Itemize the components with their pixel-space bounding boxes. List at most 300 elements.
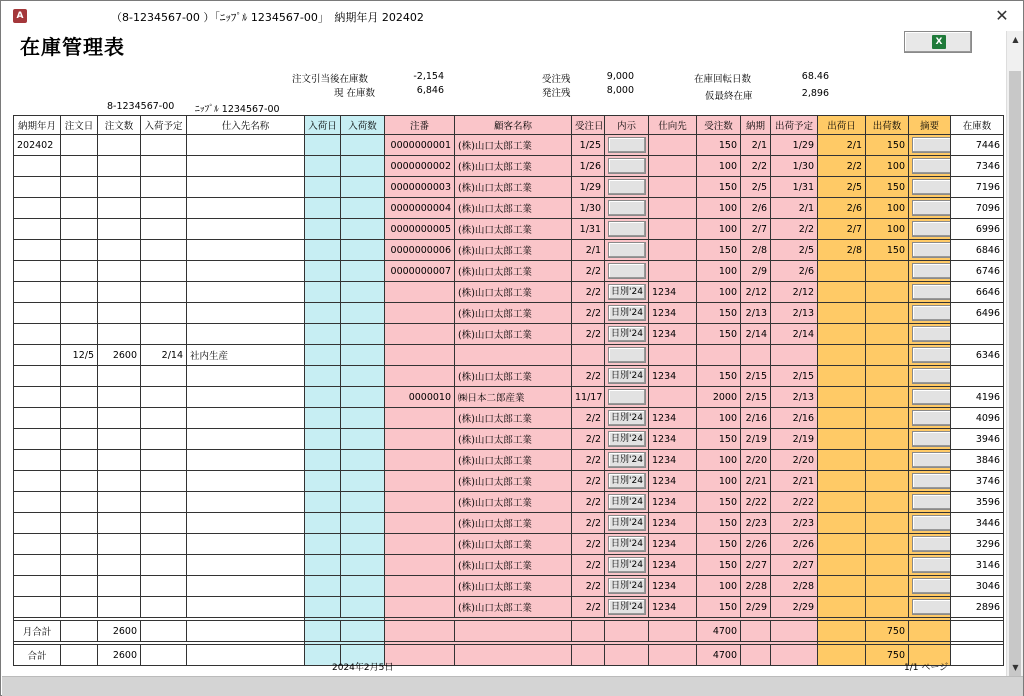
naiji-button[interactable] (608, 242, 646, 258)
table-cell: 150 (697, 597, 741, 618)
table-cell: 2/13 (771, 303, 818, 324)
table-cell (187, 492, 305, 513)
table-cell: 2/6 (741, 198, 771, 219)
remarks-button[interactable] (912, 452, 951, 468)
table-cell (385, 324, 455, 345)
table-cell (141, 597, 187, 618)
table-cell (818, 555, 866, 576)
col-header: 注文日 (61, 116, 98, 135)
table-cell (141, 366, 187, 387)
table-cell (98, 555, 141, 576)
table-cell (187, 282, 305, 303)
table-cell (98, 156, 141, 177)
table-cell: 100 (697, 198, 741, 219)
table-cell: (株)山口太郎工業 (455, 219, 572, 240)
remarks-button[interactable] (912, 389, 951, 405)
table-cell (98, 534, 141, 555)
table-cell (187, 597, 305, 618)
naiji-button[interactable]: 日別'24 (608, 452, 646, 468)
table-cell: 1/31 (572, 219, 605, 240)
table-cell (14, 429, 61, 450)
remarks-button[interactable] (912, 578, 951, 594)
table-cell (141, 282, 187, 303)
table-cell: 1/30 (572, 198, 605, 219)
remarks-button[interactable] (912, 221, 951, 237)
naiji-button[interactable]: 日別'24 (608, 494, 646, 510)
table-cell (866, 282, 909, 303)
table-cell (341, 534, 385, 555)
table-cell: 150 (697, 324, 741, 345)
order-balance-label: 受注残 (542, 74, 571, 85)
table-cell (341, 177, 385, 198)
naiji-cell (605, 135, 649, 156)
table-cell (187, 429, 305, 450)
table-cell (61, 429, 98, 450)
table-cell (341, 450, 385, 471)
table-row (14, 240, 1004, 261)
table-cell: 7446 (951, 135, 1004, 156)
table-cell: 1234 (649, 450, 697, 471)
table-row (14, 177, 1004, 198)
table-cell: 3946 (951, 429, 1004, 450)
naiji-button[interactable]: 日別'24 (608, 599, 646, 615)
table-cell: 100 (697, 219, 741, 240)
page-title: 在庫管理表 (20, 35, 125, 59)
table-cell (305, 156, 341, 177)
table-cell: (株)山口太郎工業 (455, 198, 572, 219)
table-cell: 2/2 (818, 156, 866, 177)
table-cell (866, 576, 909, 597)
naiji-button[interactable]: 日別'24 (608, 578, 646, 594)
excel-export-button[interactable] (904, 31, 972, 53)
naiji-button[interactable]: 日別'24 (608, 368, 646, 384)
table-cell: 100 (866, 219, 909, 240)
scroll-down-icon[interactable]: ▼ (1012, 663, 1019, 672)
table-cell: 1/30 (771, 156, 818, 177)
close-button[interactable]: ✕ (995, 6, 1009, 25)
table-cell: 100 (697, 450, 741, 471)
table-cell (385, 345, 455, 366)
table-cell (866, 492, 909, 513)
table-cell: 2/20 (771, 450, 818, 471)
table-cell: 150 (697, 303, 741, 324)
table-cell (385, 366, 455, 387)
table-cell (98, 597, 141, 618)
naiji-cell (605, 240, 649, 261)
table-cell: 2/26 (771, 534, 818, 555)
table-cell: 100 (697, 261, 741, 282)
table-cell: 100 (866, 198, 909, 219)
naiji-button[interactable] (608, 137, 646, 153)
table-row (14, 303, 1004, 324)
table-cell (141, 471, 187, 492)
table-cell (305, 597, 341, 618)
table-cell: (株)山口太郎工業 (455, 534, 572, 555)
table-cell: 2/27 (741, 555, 771, 576)
remarks-button[interactable] (912, 494, 951, 510)
table-cell (866, 429, 909, 450)
table-cell (866, 408, 909, 429)
remarks-cell (909, 555, 951, 576)
naiji-cell (605, 303, 649, 324)
table-cell (341, 471, 385, 492)
table-cell (141, 534, 187, 555)
table-cell: 2896 (951, 597, 1004, 618)
table-cell (141, 324, 187, 345)
table-cell (14, 597, 61, 618)
naiji-cell (605, 597, 649, 618)
grand-total-label: 合計 (14, 645, 61, 666)
remarks-button[interactable] (912, 158, 951, 174)
table-row (14, 135, 1004, 156)
naiji-button[interactable]: 日別'24 (608, 473, 646, 489)
table-cell: 150 (697, 429, 741, 450)
table-cell (305, 198, 341, 219)
table-cell (61, 156, 98, 177)
table-cell: 2/2 (572, 576, 605, 597)
table-cell: 150 (866, 135, 909, 156)
table-cell (141, 198, 187, 219)
table-cell: 100 (697, 282, 741, 303)
naiji-cell (605, 534, 649, 555)
table-cell: (株)山口太郎工業 (455, 555, 572, 576)
table-cell: 2/27 (771, 555, 818, 576)
naiji-button[interactable] (608, 221, 646, 237)
table-cell: 150 (866, 240, 909, 261)
table-cell: 1/31 (771, 177, 818, 198)
remarks-button[interactable] (912, 368, 951, 384)
table-cell: 1234 (649, 597, 697, 618)
table-cell (818, 492, 866, 513)
table-cell (385, 408, 455, 429)
table-cell: 100 (697, 408, 741, 429)
table-cell: 0000000007 (385, 261, 455, 282)
col-header: 顧客名称 (455, 116, 572, 135)
table-cell (14, 555, 61, 576)
table-cell: 7196 (951, 177, 1004, 198)
table-cell (866, 261, 909, 282)
table-cell (61, 555, 98, 576)
col-header: 在庫数 (951, 116, 1004, 135)
remarks-button[interactable] (912, 242, 951, 258)
naiji-cell (605, 471, 649, 492)
monthly-total-row (14, 621, 1004, 642)
naiji-button[interactable] (608, 179, 646, 195)
table-cell: 202402 (14, 135, 61, 156)
table-cell (14, 219, 61, 240)
naiji-cell (605, 219, 649, 240)
table-cell (341, 576, 385, 597)
remarks-button[interactable] (912, 137, 951, 153)
table-row (14, 555, 1004, 576)
table-cell: 1234 (649, 555, 697, 576)
table-cell: 1/29 (572, 177, 605, 198)
table-cell: 6996 (951, 219, 1004, 240)
col-header: 注番 (385, 116, 455, 135)
table-row (14, 345, 1004, 366)
product-code: 8-1234567-00 (107, 101, 175, 112)
table-cell (649, 198, 697, 219)
table-cell (741, 345, 771, 366)
table-cell (14, 324, 61, 345)
table-cell: 150 (697, 135, 741, 156)
table-cell: 2/2 (572, 450, 605, 471)
table-cell: 100 (697, 471, 741, 492)
table-cell: 3846 (951, 450, 1004, 471)
table-cell (305, 576, 341, 597)
table-cell: 1234 (649, 366, 697, 387)
col-header: 納期年月 (14, 116, 61, 135)
table-cell (61, 387, 98, 408)
remarks-button[interactable] (912, 284, 951, 300)
table-cell: 150 (697, 240, 741, 261)
remarks-button[interactable] (912, 536, 951, 552)
scroll-up-icon[interactable]: ▲ (1012, 35, 1019, 44)
table-cell: 2/26 (741, 534, 771, 555)
monthly-total-received-qty: 4700 (697, 621, 741, 642)
naiji-button[interactable] (608, 389, 646, 405)
table-cell: 7096 (951, 198, 1004, 219)
table-cell: 2/1 (741, 135, 771, 156)
table-cell (14, 492, 61, 513)
table-cell (187, 471, 305, 492)
table-cell (572, 345, 605, 366)
table-cell (341, 429, 385, 450)
table-cell (341, 303, 385, 324)
table-cell (866, 513, 909, 534)
table-cell (98, 240, 141, 261)
excel-icon: X (932, 35, 946, 49)
table-cell (341, 219, 385, 240)
table-cell (866, 534, 909, 555)
table-cell: 2/6 (818, 198, 866, 219)
table-cell: 3146 (951, 555, 1004, 576)
remarks-cell (909, 387, 951, 408)
table-cell (818, 408, 866, 429)
table-cell (187, 534, 305, 555)
col-header: 出荷予定 (771, 116, 818, 135)
table-cell (649, 240, 697, 261)
naiji-button[interactable]: 日別'24 (608, 557, 646, 573)
table-cell (385, 282, 455, 303)
table-cell: (株)山口太郎工業 (455, 597, 572, 618)
remarks-button[interactable] (912, 557, 951, 573)
table-cell (305, 492, 341, 513)
table-row (14, 366, 1004, 387)
remarks-cell (909, 156, 951, 177)
remarks-button[interactable] (912, 326, 951, 342)
table-cell: (株)山口太郎工業 (455, 261, 572, 282)
naiji-button[interactable]: 日別'24 (608, 515, 646, 531)
table-row (14, 471, 1004, 492)
table-cell (305, 471, 341, 492)
product-name: ﾆｯﾌﾟﾙ 1234567-00 (195, 104, 280, 115)
table-cell (141, 240, 187, 261)
window-title: （8-1234567-00 ）「ﾆｯﾌﾟﾙ 1234567-00」 納期年月 202402 (111, 11, 424, 24)
table-cell: 1234 (649, 429, 697, 450)
table-cell (385, 303, 455, 324)
table-cell (341, 408, 385, 429)
remarks-cell (909, 324, 951, 345)
table-cell (98, 261, 141, 282)
table-cell (305, 387, 341, 408)
remarks-button[interactable] (912, 431, 951, 447)
table-cell: 2/15 (771, 366, 818, 387)
naiji-button[interactable]: 日別'24 (608, 284, 646, 300)
table-cell (98, 492, 141, 513)
table-cell (14, 282, 61, 303)
table-cell: 2/2 (572, 492, 605, 513)
remarks-button[interactable] (912, 515, 951, 531)
table-cell (818, 387, 866, 408)
horizontal-scrollbar[interactable] (2, 676, 1023, 696)
table-cell (61, 198, 98, 219)
naiji-button[interactable]: 日別'24 (608, 536, 646, 552)
scroll-thumb[interactable] (1009, 71, 1021, 676)
table-cell (385, 450, 455, 471)
table-cell: 2000 (697, 387, 741, 408)
remarks-button[interactable] (912, 179, 951, 195)
remarks-button[interactable] (912, 473, 951, 489)
table-cell: 2/28 (741, 576, 771, 597)
table-cell: 2600 (98, 345, 141, 366)
table-cell: 2/16 (741, 408, 771, 429)
table-cell: 2/2 (572, 534, 605, 555)
table-cell (305, 408, 341, 429)
table-cell (866, 450, 909, 471)
table-cell: 6646 (951, 282, 1004, 303)
table-cell (649, 345, 697, 366)
table-cell (341, 387, 385, 408)
shipping-balance-label: 発注残 (542, 88, 571, 99)
table-cell (14, 576, 61, 597)
monthly-total-shipped-qty: 750 (866, 621, 909, 642)
table-cell (187, 135, 305, 156)
grand-total-shipped-qty: 750 (866, 645, 909, 666)
table-cell: 2/2 (771, 219, 818, 240)
grand-total-row (14, 645, 1004, 666)
table-cell (455, 345, 572, 366)
table-cell: 3296 (951, 534, 1004, 555)
table-cell: 6746 (951, 261, 1004, 282)
naiji-cell (605, 555, 649, 576)
final-stock-label: 仮最終在庫 (705, 91, 753, 102)
table-cell: 1/25 (572, 135, 605, 156)
table-cell (14, 366, 61, 387)
table-cell (341, 345, 385, 366)
table-cell: (株)山口太郎工業 (455, 450, 572, 471)
remarks-cell (909, 282, 951, 303)
table-cell: 1234 (649, 576, 697, 597)
table-cell (98, 219, 141, 240)
remarks-button[interactable] (912, 599, 951, 615)
table-cell: 2/1 (572, 240, 605, 261)
naiji-button[interactable] (608, 347, 646, 363)
naiji-button[interactable]: 日別'24 (608, 305, 646, 321)
remarks-cell (909, 534, 951, 555)
vertical-scrollbar[interactable] (1006, 31, 1023, 676)
remarks-button[interactable] (912, 410, 951, 426)
remarks-button[interactable] (912, 305, 951, 321)
remarks-button[interactable] (912, 200, 951, 216)
table-cell: 1234 (649, 282, 697, 303)
table-cell: 2/22 (771, 492, 818, 513)
naiji-button[interactable] (608, 263, 646, 279)
remarks-cell (909, 303, 951, 324)
remarks-button[interactable] (912, 263, 951, 279)
remarks-cell (909, 513, 951, 534)
table-cell: 0000000004 (385, 198, 455, 219)
col-header: 注文数 (98, 116, 141, 135)
current-stock-value: 6,846 (416, 85, 444, 96)
table-cell (141, 492, 187, 513)
table-cell (187, 576, 305, 597)
table-cell (187, 303, 305, 324)
table-cell (98, 576, 141, 597)
current-stock-label: 現 在庫数 (334, 88, 376, 99)
table-cell: 2/28 (771, 576, 818, 597)
table-cell (98, 198, 141, 219)
table-row (14, 219, 1004, 240)
remarks-cell (909, 135, 951, 156)
naiji-button[interactable] (608, 158, 646, 174)
remarks-cell (909, 177, 951, 198)
table-cell (61, 366, 98, 387)
table-cell (187, 156, 305, 177)
table-cell: 12/5 (61, 345, 98, 366)
naiji-cell (605, 408, 649, 429)
table-cell (385, 555, 455, 576)
table-cell: (株)山口太郎工業 (455, 576, 572, 597)
naiji-cell (605, 156, 649, 177)
table-cell (98, 177, 141, 198)
monthly-total-label: 月合計 (14, 621, 61, 642)
after-order-stock-label: 注文引当後在庫数 (292, 74, 369, 85)
table-row (14, 534, 1004, 555)
naiji-button[interactable]: 日別'24 (608, 410, 646, 426)
table-cell (341, 555, 385, 576)
grand-total-received-qty: 4700 (697, 645, 741, 666)
naiji-button[interactable]: 日別'24 (608, 431, 646, 447)
table-cell: (株)山口太郎工業 (455, 177, 572, 198)
table-cell: 2/2 (572, 597, 605, 618)
table-cell: 150 (697, 366, 741, 387)
table-cell (649, 387, 697, 408)
table-cell (649, 156, 697, 177)
naiji-button[interactable] (608, 200, 646, 216)
table-cell: 4096 (951, 408, 1004, 429)
table-cell: (株)山口太郎工業 (455, 282, 572, 303)
table-cell: 2/5 (818, 177, 866, 198)
table-cell: 0000000003 (385, 177, 455, 198)
table-cell: (株)山口太郎工業 (455, 513, 572, 534)
table-cell: (株)山口太郎工業 (455, 492, 572, 513)
table-cell (187, 198, 305, 219)
table-cell: 2/19 (771, 429, 818, 450)
table-cell (341, 198, 385, 219)
grand-total-order-qty: 2600 (98, 645, 141, 666)
table-cell (14, 303, 61, 324)
table-cell (14, 534, 61, 555)
table-cell: 2/1 (818, 135, 866, 156)
table-cell: 2/5 (771, 240, 818, 261)
shipping-balance-value: 8,000 (606, 85, 634, 96)
naiji-button[interactable]: 日別'24 (608, 326, 646, 342)
table-cell (187, 240, 305, 261)
remarks-button[interactable] (912, 347, 951, 363)
table-cell (187, 555, 305, 576)
col-header: 入荷数 (341, 116, 385, 135)
